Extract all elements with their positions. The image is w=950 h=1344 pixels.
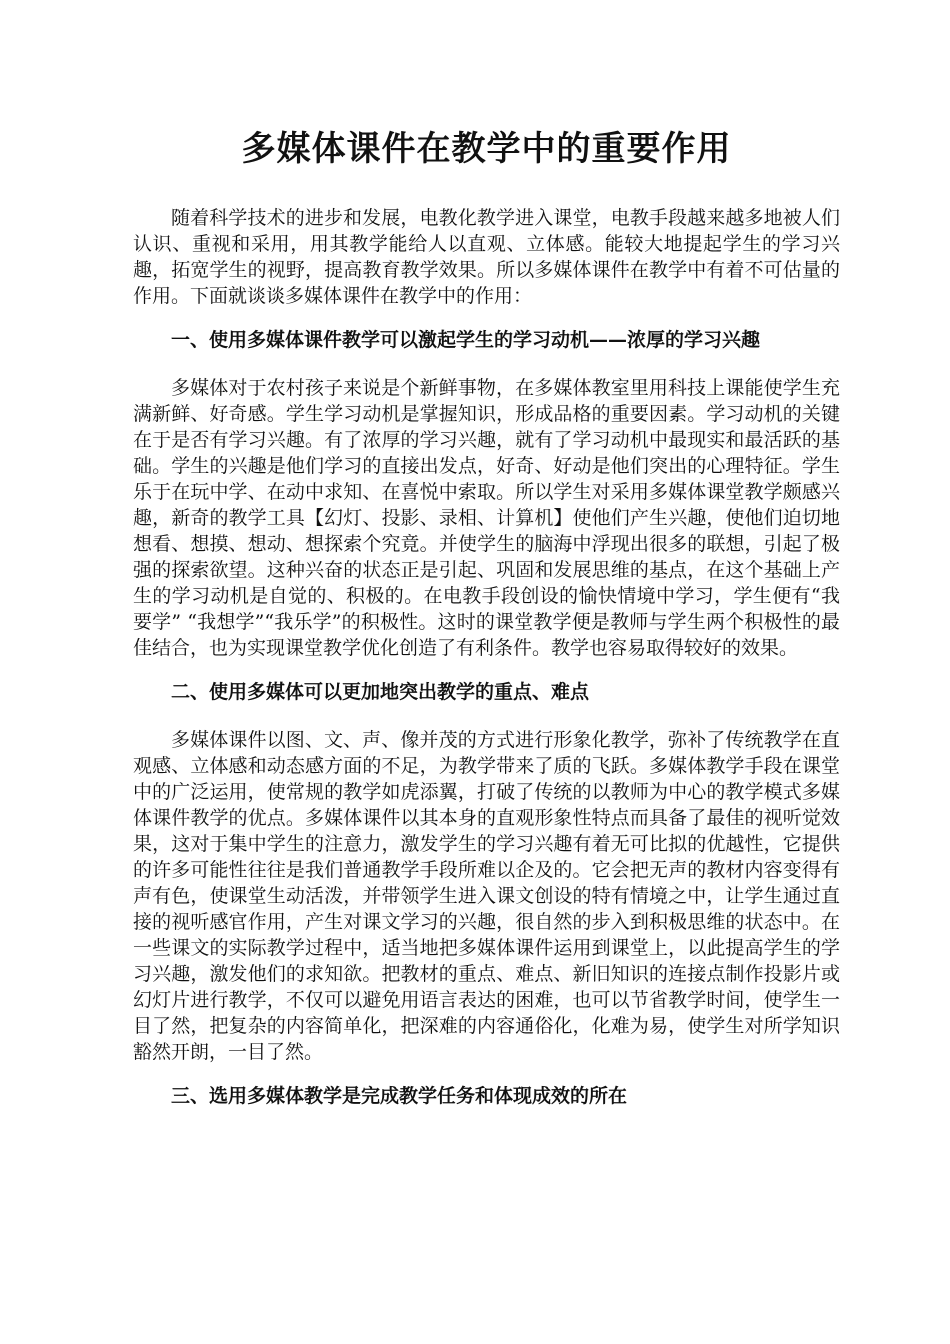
section-2-heading: 二、使用多媒体可以更加地突出教学的重点、难点 bbox=[171, 681, 590, 703]
section-1-body: 多媒体对于农村孩子来说是个新鲜事物，在多媒体教室里用科技上课能使学生充满新鲜、好奇感。学生学习动机是掌握知识，形成品格的重要因素。学习动机的关键在于是否有学习兴趣。有了浓厚的学习兴趣，就有了学习动机中最现实和最活跃的基础。学生的兴趣是他们学习的直接出发点，好奇、好动是他们突出的心理特征。学生乐于在玩中学、在动中求知、在喜悦中索取。所以学生对采用多媒体课堂教学颇感兴趣，新奇的教学工具【幻灯、投影、录相、计算机】使他们产生兴趣，使他们迫切地想看、想摸、想动、想探索个究竟。并使学生的脑海中浮现出很多的联想，引起了极强的探索欲望。这种兴奋的状态正是引起、巩固和发展思维的基点，在这个基础上产生的学习动机是自觉的、积极的。在电教手段创设的愉快情境中学习，学生便有“我要学” “我想学”“我乐学”的积极性。这时的课堂教学便是教师与学生两个积极性的最佳结合，也为实现课堂教学优化创造了有利条件。教学也容易取得较好的效果。 bbox=[133, 377, 840, 659]
document-page bbox=[133, 125, 840, 1131]
section-2-body: 多媒体课件以图、文、声、像并茂的方式进行形象化教学，弥补了传统教学在直观感、立体感和动态感方面的不足，为教学带来了质的飞跃。多媒体教学手段在课堂中的广泛运用，使常规的教学如虎添翼，打破了传统的以教师为中心的教学模式多媒体课件教学的优点。多媒体课件以其本身的直观形象性特点而具备了最佳的视听觉效果，这对于集中学生的注意力，激发学生的学习兴趣有着无可比拟的优越性，它提供的许多可能性往往是我们普通教学手段所难以企及的。它会把无声的教材内容变得有声有色，使课堂生动活泼，并带领学生进入课文创设的特有情境之中，让学生通过直接的视听感官作用，产生对课文学习的兴趣，很自然的步入到积极思维的状态中。在一些课文的实际教学过程中，适当地把多媒体课件运用到课堂上，以此提高学生的学习兴趣，激发他们的求知欲。把教材的重点、难点、新旧知识的连接点制作投影片或幻灯片进行教学，不仅可以避免用语言表达的困难，也可以节省教学时间，使学生一目了然，把复杂的内容简单化，把深难的内容通俗化，化难为易，使学生对所学知识豁然开朗，一目了然。 bbox=[133, 729, 840, 1063]
section-1-heading: 一、使用多媒体课件教学可以激起学生的学习动机——浓厚的学习兴趣 bbox=[171, 329, 761, 351]
intro-paragraph: 随着科学技术的进步和发展，电教化教学进入课堂，电教手段越来越多地被人们认识、重视和采用，用其教学能给人以直观、立体感。能较大地提起学生的学习兴趣，拓宽学生的视野，提高教育教学效果。所以多媒体课件在教学中有着不可估量的作用。下面就谈谈多媒体课件在教学中的作用： bbox=[133, 207, 840, 307]
document-title: 多媒体课件在教学中的重要作用 bbox=[241, 129, 732, 169]
section-3-heading: 三、选用多媒体教学是完成教学任务和体现成效的所在 bbox=[171, 1085, 628, 1107]
